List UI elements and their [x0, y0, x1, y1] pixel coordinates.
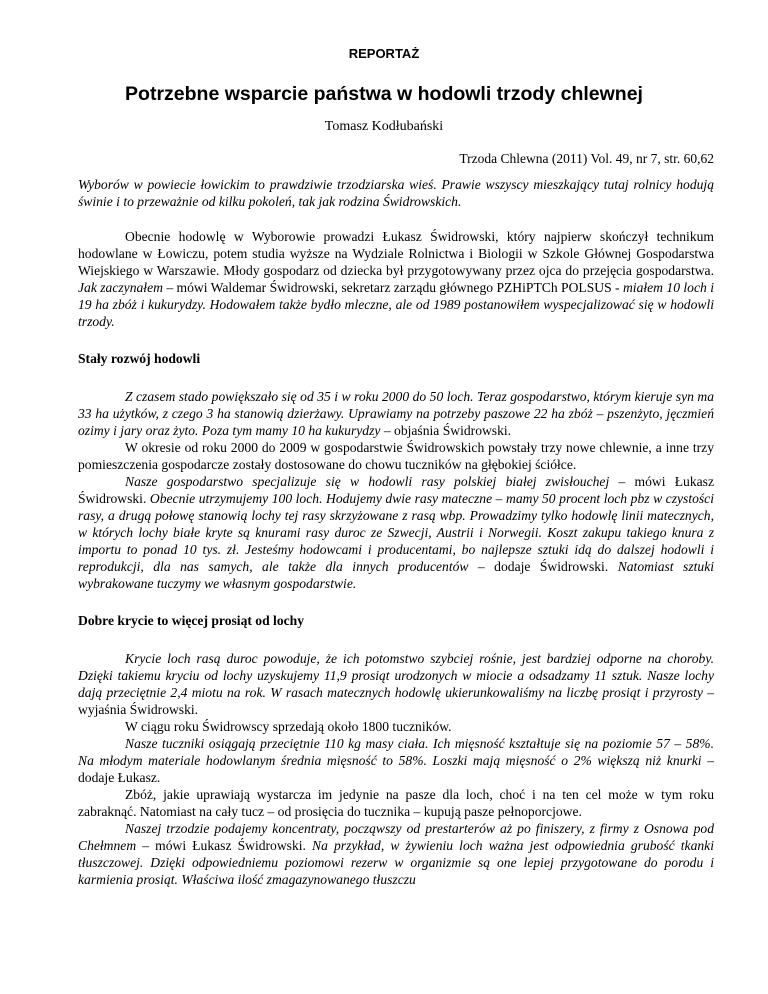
source-citation: Trzoda Chlewna (2011) Vol. 49, nr 7, str. 60,62	[459, 151, 714, 166]
paragraph: Naszej trzodzie podajemy koncentraty, począwszy od prestarterów aż po finiszery, z firmy z Osnowa pod Chełmnem – mówi Łukasz Świdrowski. Na przykład, w żywieniu loch ważna jest odpowiednia grubość tkanki tłuszczowej. Dzięki odpowiedniemu poziomowi rezerw w organizmie są one lepiej przygotowane do porodu i karmienia prosiąt. Właściwa ilość zmagazynowanego tłuszczu	[78, 821, 714, 887]
paragraph: Z czasem stado powiększało się od 35 i w roku 2000 do 50 loch. Teraz gospodarstwo, którym kieruje syn ma 33 ha użytków, z czego 3 ha stanowią dzierżawy. Uprawiamy na potrzeby paszowe 22 ha zbóż – pszenżyto, jęczmień ozimy i jary oraz żyto. Poza tym mamy 10 ha kukurydzy – objaśnia Świdrowski.	[78, 389, 714, 438]
paragraph: W okresie od roku 2000 do 2009 w gospodarstwie Świdrowskich powstały trzy nowe chlewnie, a inne trzy pomieszczenia gospodarcze zostały dostosowane do chowu tuczników na głębokiej ściółce.	[78, 440, 714, 472]
section-heading-mating: Dobre krycie to więcej prosiąt od lochy	[78, 613, 305, 628]
lead-paragraph: Wyborów w powiecie łowickim to prawdziwie trzodziarska wieś. Prawie wszyscy mieszkający tutaj rolnicy hodują świnie i to przeważnie od kilku pokoleń, tak jak rodzina Świdrowskich.	[78, 177, 714, 209]
article-body	[78, 176, 714, 888]
paragraph: Nasze gospodarstwo specjalizuje się w hodowli rasy polskiej białej zwisłouchej – mówi Łukasz Świdrowski. Obecnie utrzymujemy 100 loch. Hodujemy dwie rasy mateczne – mamy 50 procent loch pbz w czystości rasy, a drugą połowę stanowią lochy tej rasy skrzyżowane z rasą wbp. Prowadzimy tylko hodowlę linii matecznych, w których lochy białe kryte są knurami rasy duroc ze Szwecji, Austrii i Norwegii. Koszt zakupu takiego knura z importu to ponad 10 tys. zł. Jesteśmy hodowcami i producentami, bo najlepsze sztuki idą do dalszej hodowli i reprodukcji, dla nas samych, ale także dla innych producentów – dodaje Świdrowski. Natomiast sztuki wybrakowane tuczymy we własnym gospodarstwie.	[78, 474, 714, 591]
section-label: REPORTAŻ	[348, 46, 420, 61]
paragraph: Nasze tuczniki osiągają przeciętnie 110 kg masy ciała. Ich mięsność kształtuje się na poziomie 57 – 58%. Na młodym materiale hodowlanym średnia mięsność to 58%. Loszki mają mięsność o 2% większą niż knurki – dodaje Łukasz.	[78, 736, 714, 785]
paragraph: Zbóż, jakie uprawiają wystarcza im jedynie na pasze dla loch, choć i na ten cel może w tym roku zabraknąć. Natomiast na cały tucz – od prosięcia do tucznika – kupują pasze pełnoporcjowe.	[78, 787, 714, 819]
author: Tomasz Kodłubański	[324, 119, 444, 134]
paragraph: W ciągu roku Świdrowscy sprzedają około 1800 tuczników.	[125, 719, 452, 734]
section-heading-development: Stały rozwój hodowli	[78, 351, 201, 366]
paragraph: Krycie loch rasą duroc powoduje, że ich potomstwo szybciej rośnie, jest bardziej odporne na choroby. Dzięki takiemu kryciu od lochy uzyskujemy 11,9 prosiąt urodzonych w miocie a odsadzamy 11 sztuk. Nasze lochy dają przeciętnie 2,4 miotu na rok. W rasach matecznych hodowlę ukierunkowaliśmy na liczbę prosiąt i przyrosty – wyjaśnia Świdrowski.	[78, 651, 714, 717]
paragraph-intro: Obecnie hodowlę w Wyborowie prowadzi Łukasz Świdrowski, który najpierw skończył technikum hodowlane w Łowiczu, potem studia wyższe na Wydziale Rolnictwa i Biologii w Szkole Głównej Gospodarstwa Wiejskiego w Warszawie. Młody gospodarz od dziecka był przygotowywany przez ojca do przejęcia gospodarstwa. Jak zaczynałem – mówi Waldemar Świdrowski, sekretarz zarządu głównego PZHiPTCh POLSUS - miałem 10 loch i 19 ha zbóż i kukurydzy. Hodowałem także bydło mleczne, ale od 1989 postanowiłem wyspecjalizować się w hodowli trzody.	[78, 229, 714, 329]
article-title: Potrzebne wsparcie państwa w hodowli trzody chlewnej	[125, 83, 643, 105]
